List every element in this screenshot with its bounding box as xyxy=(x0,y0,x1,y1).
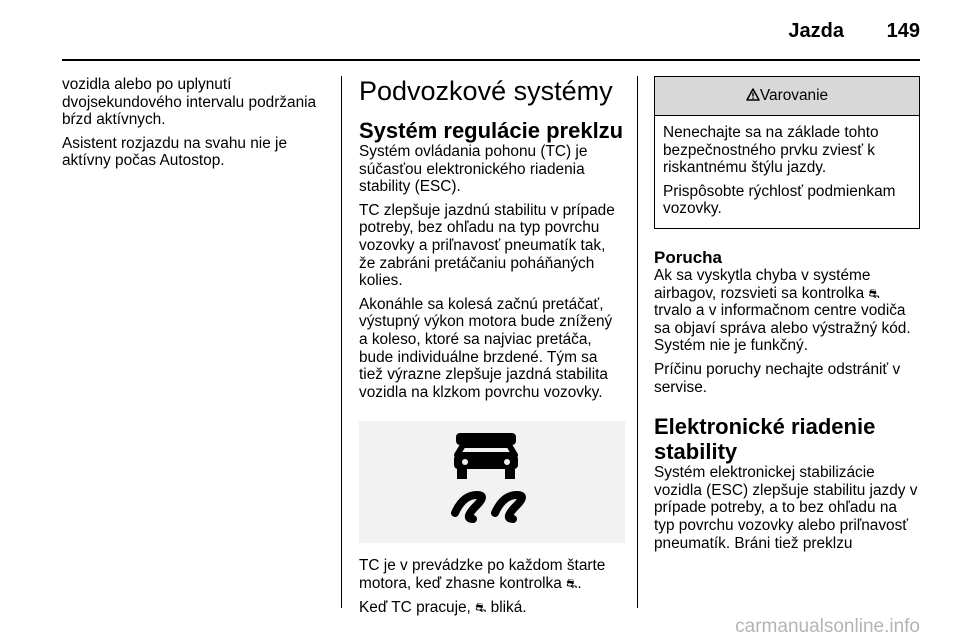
column-2 xyxy=(359,76,625,622)
esc-paragraph-1: Systém elektronickej stabilizácie vozidla (ESC) zlepšuje stabilitu jazdy v prípade potreby, a to bez ohľadu na typ povrchu vozovky alebo priľnavosť pneumatík. Bráni tiež preklzu xyxy=(654,464,918,552)
warning-title: Varovanie xyxy=(759,87,829,104)
header-rule xyxy=(62,59,920,61)
tc-indicator-icon: ⛐ xyxy=(475,599,487,615)
section-title: Jazda xyxy=(788,20,844,42)
fault-text-end: trvalo a v informačnom centre vodiča sa objaví správa alebo výstražný kód. Systém nie je funkčný. xyxy=(654,302,911,355)
tc-working-text-end: bliká. xyxy=(490,598,527,616)
traction-control-figure xyxy=(359,421,625,543)
warning-box xyxy=(654,76,920,229)
column-3 xyxy=(654,76,920,558)
section-heading: Podvozkové systémy xyxy=(359,76,613,106)
fault-paragraph-1 xyxy=(654,267,920,355)
traction-control-icon xyxy=(359,421,625,543)
column-divider-1 xyxy=(341,76,342,608)
tc-working-text: Keď TC pracuje, xyxy=(359,598,471,616)
warning-paragraph-1: Nenechajte sa na základe tohto bezpečnostného prvku zviesť k riskantnému štýlu jazdy. xyxy=(663,124,879,177)
column-1 xyxy=(62,76,330,176)
tc-indicator-icon: ⛐ xyxy=(566,575,578,591)
page-number: 149 xyxy=(886,20,920,42)
warning-body xyxy=(655,116,919,228)
fault-heading: Porucha xyxy=(654,247,723,267)
column-divider-2 xyxy=(637,76,638,608)
col2-paragraph-1: Systém ovládania pohonu (TC) je súčasťou elektronického riadenia stability (ESC). xyxy=(359,143,588,196)
warning-triangle-icon xyxy=(746,88,760,101)
subsection-heading: Systém regulácie preklzu xyxy=(359,118,624,143)
col2-paragraph-3: Akonáhle sa kolesá začnú pretáčať, výstupný výkon motora bude znížený a koleso, ktoré sa najviac pretáča, bude individuálne brzdené. Tým sa tiež výrazne zlepšuje jazdná stabilita vozidla na klzkom povrchu vozovky. xyxy=(359,295,613,401)
tc-on-text: TC je v prevádzke po každom štarte motora, keď zhasne kontrolka xyxy=(359,557,606,592)
watermark: carmanualsonline.info xyxy=(735,616,920,637)
col2-paragraph-5 xyxy=(359,599,625,617)
warning-paragraph-2: Prispôsobte rýchlosť podmienkam vozovky. xyxy=(663,182,896,218)
col2-paragraph-4 xyxy=(359,557,625,592)
tc-indicator-icon: ⛐ xyxy=(868,285,880,301)
fault-paragraph-2: Príčinu poruchy nechajte odstrániť v servise. xyxy=(654,360,901,396)
col1-paragraph-1: vozidla alebo po uplynutí dvojsekundového intervalu podržania bŕzd aktívnych. xyxy=(62,76,317,129)
tc-on-text-end: . xyxy=(577,574,582,592)
warning-header xyxy=(655,77,919,116)
col1-paragraph-2: Asistent rozjazdu na svahu nie je aktívny počas Autostop. xyxy=(62,134,288,170)
fault-text: Ak sa vyskytla chyba v systéme airbagov, rozsvieti sa kontrolka xyxy=(654,266,871,302)
col2-paragraph-2: TC zlepšuje jazdnú stabilitu v prípade potreby, bez ohľadu na typ povrchu vozovky a priľnavosť pneumatík tak, že zabráni pretáčaniu poháňaných kolies. xyxy=(359,201,615,290)
page-header xyxy=(62,18,920,48)
esc-heading: Elektronické riadenie stability xyxy=(654,414,876,465)
